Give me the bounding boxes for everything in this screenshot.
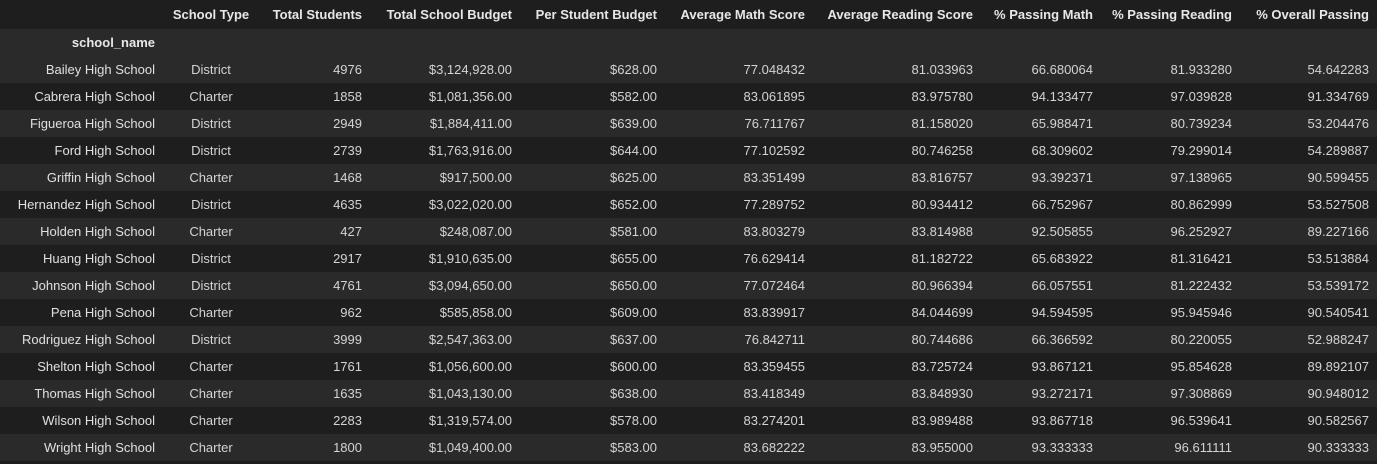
average-reading-score-cell: 83.975780 — [813, 83, 981, 110]
school-name-cell: Huang High School — [0, 245, 163, 272]
total-students-cell: 1468 — [259, 164, 370, 191]
average-reading-score-cell: 80.934412 — [813, 191, 981, 218]
per-student-budget-cell: $644.00 — [520, 137, 665, 164]
overall-passing-cell: 91.334769 — [1240, 83, 1377, 110]
average-math-score-cell: 83.839917 — [665, 299, 813, 326]
average-reading-score-cell: 83.814988 — [813, 218, 981, 245]
per-student-budget-cell: $578.00 — [520, 407, 665, 434]
per-student-budget-cell: $628.00 — [520, 56, 665, 83]
school-type-cell: District — [163, 272, 259, 299]
total-students-cell: 2739 — [259, 137, 370, 164]
per-student-budget-cell: $655.00 — [520, 245, 665, 272]
average-math-score-cell: 83.061895 — [665, 83, 813, 110]
school-type-cell: Charter — [163, 407, 259, 434]
passing-math-cell: 68.309602 — [981, 137, 1101, 164]
table-row — [0, 326, 1377, 353]
average-reading-score-cell: 81.158020 — [813, 110, 981, 137]
total-school-budget-cell: $1,910,635.00 — [370, 245, 520, 272]
average-math-score-cell: 76.629414 — [665, 245, 813, 272]
per-student-budget-cell: $583.00 — [520, 434, 665, 461]
passing-math-cell: 66.366592 — [981, 326, 1101, 353]
passing-reading-cell: 79.299014 — [1101, 137, 1240, 164]
average-reading-score-cell: 83.848930 — [813, 380, 981, 407]
total-students-cell: 1858 — [259, 83, 370, 110]
table-row — [0, 272, 1377, 299]
per-student-budget-cell: $639.00 — [520, 110, 665, 137]
passing-math-cell: 93.272171 — [981, 380, 1101, 407]
passing-math-cell: 66.680064 — [981, 56, 1101, 83]
total-students-cell: 4635 — [259, 191, 370, 218]
passing-math-cell: 66.057551 — [981, 272, 1101, 299]
average-reading-score-cell: 83.989488 — [813, 407, 981, 434]
passing-reading-cell: 97.308869 — [1101, 380, 1240, 407]
school-type-cell: District — [163, 110, 259, 137]
per-student-budget-cell: $600.00 — [520, 353, 665, 380]
total-school-budget-cell: $2,547,363.00 — [370, 326, 520, 353]
school-type-cell: District — [163, 326, 259, 353]
per-student-budget-cell: $652.00 — [520, 191, 665, 218]
average-math-score-cell: 76.842711 — [665, 326, 813, 353]
school-type-cell: Charter — [163, 299, 259, 326]
average-reading-score-cell: 81.182722 — [813, 245, 981, 272]
passing-reading-cell: 95.854628 — [1101, 353, 1240, 380]
per-student-budget-cell: $581.00 — [520, 218, 665, 245]
overall-passing-cell: 90.582567 — [1240, 407, 1377, 434]
column-header-total-school-budget: Total School Budget — [370, 0, 520, 29]
average-reading-score-cell: 80.746258 — [813, 137, 981, 164]
school-type-cell: Charter — [163, 434, 259, 461]
passing-math-cell: 92.505855 — [981, 218, 1101, 245]
total-school-budget-cell: $917,500.00 — [370, 164, 520, 191]
average-math-score-cell: 77.048432 — [665, 56, 813, 83]
passing-math-cell: 93.867718 — [981, 407, 1101, 434]
total-students-cell: 1800 — [259, 434, 370, 461]
passing-reading-cell: 96.252927 — [1101, 218, 1240, 245]
total-students-cell: 2949 — [259, 110, 370, 137]
school-name-cell: Wright High School — [0, 434, 163, 461]
overall-passing-cell: 90.599455 — [1240, 164, 1377, 191]
passing-math-cell: 93.867121 — [981, 353, 1101, 380]
overall-passing-cell: 54.289887 — [1240, 137, 1377, 164]
average-reading-score-cell: 81.033963 — [813, 56, 981, 83]
per-student-budget-cell: $637.00 — [520, 326, 665, 353]
average-reading-score-cell: 84.044699 — [813, 299, 981, 326]
column-header-per-student-budget: Per Student Budget — [520, 0, 665, 29]
total-students-cell: 1635 — [259, 380, 370, 407]
total-school-budget-cell: $1,056,600.00 — [370, 353, 520, 380]
overall-passing-cell: 90.333333 — [1240, 434, 1377, 461]
per-student-budget-cell: $609.00 — [520, 299, 665, 326]
total-school-budget-cell: $1,763,916.00 — [370, 137, 520, 164]
average-math-score-cell: 77.289752 — [665, 191, 813, 218]
table-row — [0, 245, 1377, 272]
column-header-overall-passing: % Overall Passing — [1240, 0, 1377, 29]
total-school-budget-cell: $3,124,928.00 — [370, 56, 520, 83]
overall-passing-cell: 53.513884 — [1240, 245, 1377, 272]
total-students-cell: 3999 — [259, 326, 370, 353]
overall-passing-cell: 89.227166 — [1240, 218, 1377, 245]
average-math-score-cell: 83.359455 — [665, 353, 813, 380]
school-type-cell: Charter — [163, 164, 259, 191]
school-name-cell: Cabrera High School — [0, 83, 163, 110]
average-math-score-cell: 77.072464 — [665, 272, 813, 299]
total-school-budget-cell: $1,043,130.00 — [370, 380, 520, 407]
total-students-cell: 962 — [259, 299, 370, 326]
school-name-cell: Johnson High School — [0, 272, 163, 299]
total-school-budget-cell: $1,049,400.00 — [370, 434, 520, 461]
total-students-cell: 4761 — [259, 272, 370, 299]
school-type-cell: Charter — [163, 380, 259, 407]
total-students-cell: 4976 — [259, 56, 370, 83]
passing-math-cell: 66.752967 — [981, 191, 1101, 218]
total-school-budget-cell: $1,081,356.00 — [370, 83, 520, 110]
table-row — [0, 407, 1377, 434]
column-header-passing-reading: % Passing Reading — [1101, 0, 1240, 29]
passing-reading-cell: 80.220055 — [1101, 326, 1240, 353]
school-name-cell: Figueroa High School — [0, 110, 163, 137]
school-type-cell: Charter — [163, 83, 259, 110]
total-school-budget-cell: $248,087.00 — [370, 218, 520, 245]
school-type-cell: District — [163, 191, 259, 218]
passing-reading-cell: 80.739234 — [1101, 110, 1240, 137]
school-name-cell: Hernandez High School — [0, 191, 163, 218]
column-header-average-reading-score: Average Reading Score — [813, 0, 981, 29]
table-row — [0, 299, 1377, 326]
average-math-score-cell: 76.711767 — [665, 110, 813, 137]
passing-math-cell: 93.392371 — [981, 164, 1101, 191]
passing-reading-cell: 81.933280 — [1101, 56, 1240, 83]
table-row — [0, 434, 1377, 461]
school-type-cell: District — [163, 137, 259, 164]
column-header-row — [0, 0, 1377, 29]
school-type-cell: Charter — [163, 218, 259, 245]
school-name-cell: Griffin High School — [0, 164, 163, 191]
school-name-cell: Ford High School — [0, 137, 163, 164]
passing-reading-cell: 80.862999 — [1101, 191, 1240, 218]
school-type-cell: District — [163, 56, 259, 83]
passing-math-cell: 94.594595 — [981, 299, 1101, 326]
school-type-cell: District — [163, 245, 259, 272]
total-students-cell: 427 — [259, 218, 370, 245]
passing-reading-cell: 96.611111 — [1101, 434, 1240, 461]
passing-math-cell: 65.683922 — [981, 245, 1101, 272]
school-name-cell: Wilson High School — [0, 407, 163, 434]
overall-passing-cell: 54.642283 — [1240, 56, 1377, 83]
passing-reading-cell: 96.539641 — [1101, 407, 1240, 434]
average-math-score-cell: 83.803279 — [665, 218, 813, 245]
total-school-budget-cell: $1,884,411.00 — [370, 110, 520, 137]
total-school-budget-cell: $3,094,650.00 — [370, 272, 520, 299]
table-row — [0, 191, 1377, 218]
total-students-cell: 1761 — [259, 353, 370, 380]
per-student-budget-cell: $650.00 — [520, 272, 665, 299]
school-name-cell: Rodriguez High School — [0, 326, 163, 353]
table-row — [0, 56, 1377, 83]
school-name-cell: Bailey High School — [0, 56, 163, 83]
average-math-score-cell: 83.351499 — [665, 164, 813, 191]
passing-reading-cell: 97.039828 — [1101, 83, 1240, 110]
per-student-budget-cell: $625.00 — [520, 164, 665, 191]
average-math-score-cell: 83.418349 — [665, 380, 813, 407]
column-header-total-students: Total Students — [259, 0, 370, 29]
column-header-passing-math: % Passing Math — [981, 0, 1101, 29]
overall-passing-cell: 90.948012 — [1240, 380, 1377, 407]
total-school-budget-cell: $3,022,020.00 — [370, 191, 520, 218]
passing-math-cell: 93.333333 — [981, 434, 1101, 461]
table-body — [0, 56, 1377, 461]
average-reading-score-cell: 83.955000 — [813, 434, 981, 461]
passing-math-cell: 65.988471 — [981, 110, 1101, 137]
table-row — [0, 83, 1377, 110]
total-school-budget-cell: $585,858.00 — [370, 299, 520, 326]
overall-passing-cell: 53.539172 — [1240, 272, 1377, 299]
per-student-budget-cell: $638.00 — [520, 380, 665, 407]
passing-reading-cell: 97.138965 — [1101, 164, 1240, 191]
average-reading-score-cell: 83.816757 — [813, 164, 981, 191]
passing-reading-cell: 81.316421 — [1101, 245, 1240, 272]
average-math-score-cell: 83.682222 — [665, 434, 813, 461]
table-header — [0, 0, 1377, 56]
table-row — [0, 137, 1377, 164]
table-row — [0, 218, 1377, 245]
school-type-cell: Charter — [163, 353, 259, 380]
total-school-budget-cell: $1,319,574.00 — [370, 407, 520, 434]
school-name-cell: Holden High School — [0, 218, 163, 245]
average-math-score-cell: 77.102592 — [665, 137, 813, 164]
school-name-cell: Pena High School — [0, 299, 163, 326]
school-name-cell: Shelton High School — [0, 353, 163, 380]
overall-passing-cell: 90.540541 — [1240, 299, 1377, 326]
average-reading-score-cell: 83.725724 — [813, 353, 981, 380]
school-name-cell: Thomas High School — [0, 380, 163, 407]
corner-cell — [0, 0, 163, 29]
passing-reading-cell: 95.945946 — [1101, 299, 1240, 326]
column-header-school-type: School Type — [163, 0, 259, 29]
average-reading-score-cell: 80.966394 — [813, 272, 981, 299]
passing-reading-cell: 81.222432 — [1101, 272, 1240, 299]
overall-passing-cell: 53.204476 — [1240, 110, 1377, 137]
total-students-cell: 2283 — [259, 407, 370, 434]
average-math-score-cell: 83.274201 — [665, 407, 813, 434]
overall-passing-cell: 52.988247 — [1240, 326, 1377, 353]
per-student-budget-cell: $582.00 — [520, 83, 665, 110]
passing-math-cell: 94.133477 — [981, 83, 1101, 110]
table-row — [0, 380, 1377, 407]
total-students-cell: 2917 — [259, 245, 370, 272]
average-reading-score-cell: 80.744686 — [813, 326, 981, 353]
table-row — [0, 164, 1377, 191]
index-name-header: school_name — [0, 29, 163, 56]
column-header-average-math-score: Average Math Score — [665, 0, 813, 29]
table-row — [0, 353, 1377, 380]
table-row — [0, 110, 1377, 137]
index-header-row — [0, 29, 1377, 56]
overall-passing-cell: 89.892107 — [1240, 353, 1377, 380]
overall-passing-cell: 53.527508 — [1240, 191, 1377, 218]
